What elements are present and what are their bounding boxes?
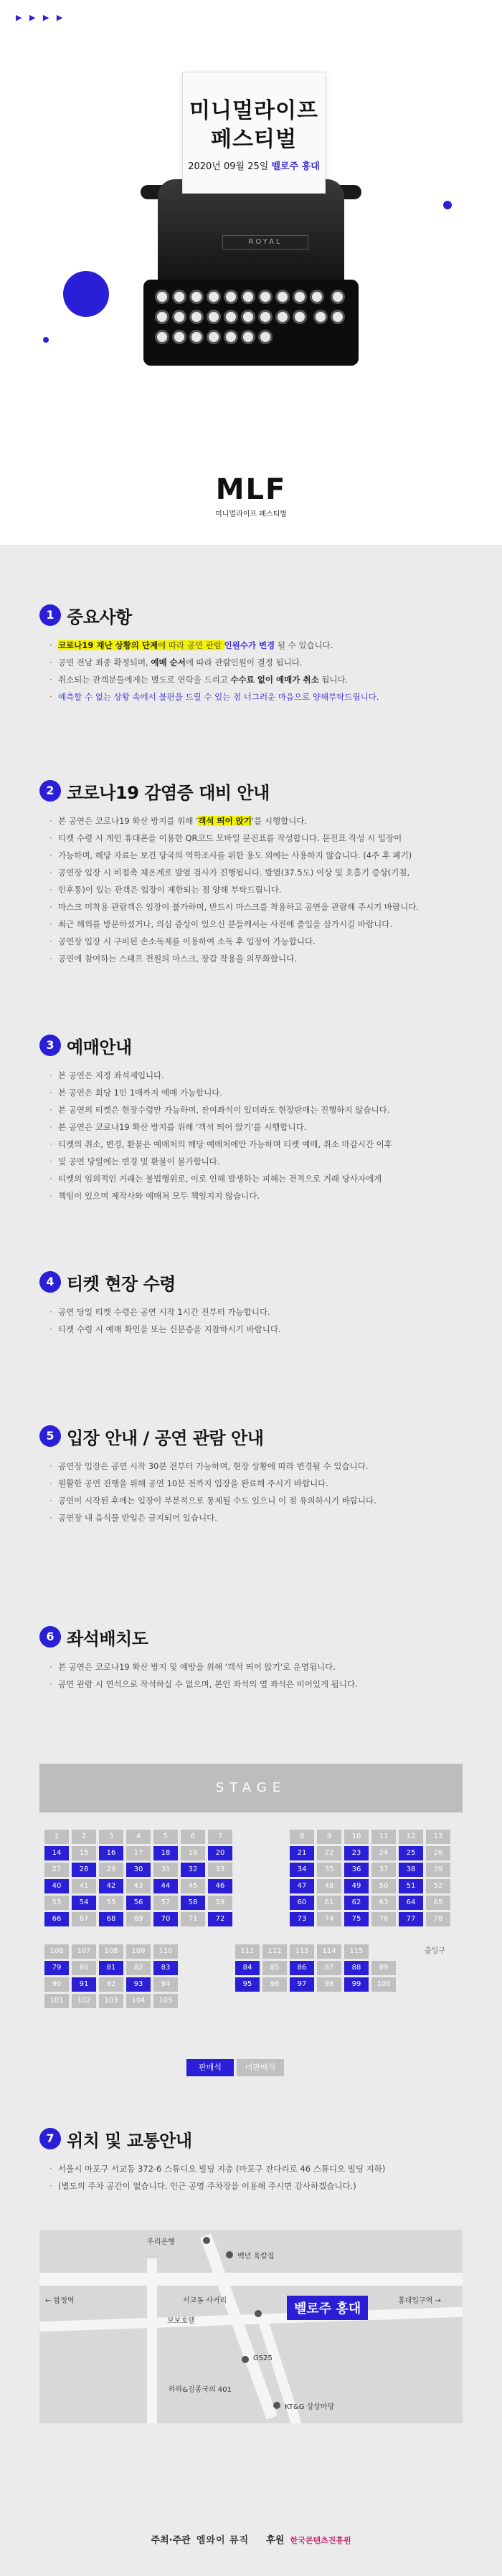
legend-available: 판매석 (186, 2059, 234, 2076)
seat[interactable]: 23 (344, 1846, 369, 1860)
seat[interactable]: 17 (126, 1846, 151, 1860)
seat[interactable]: 4 (126, 1830, 151, 1844)
mlf-logo (0, 473, 502, 518)
logo-mark: MLF (215, 473, 287, 506)
seat-row (44, 1863, 460, 1877)
seat[interactable]: 93 (126, 1977, 151, 1992)
legend-unavailable: 미판매석 (237, 2059, 284, 2076)
exit-label: 출입구 (425, 1947, 445, 1955)
seat[interactable]: 94 (153, 1977, 178, 1992)
seat[interactable]: 34 (290, 1863, 314, 1877)
seat[interactable]: 88 (344, 1961, 369, 1975)
seat-row (44, 1896, 460, 1910)
seat[interactable]: 110 (153, 1944, 178, 1959)
seat[interactable]: 80 (72, 1961, 96, 1975)
seat-row (44, 1879, 460, 1893)
map-pin (273, 2402, 280, 2409)
seat[interactable]: 7 (208, 1830, 232, 1844)
seat[interactable]: 109 (126, 1944, 151, 1959)
seat[interactable]: 115 (344, 1944, 369, 1959)
list-item: · 공연 관람 시 연석으로 작석하실 수 없으며, 본인 좌석의 옆 좌석은 비어있게 됩니다. (49, 1676, 470, 1693)
seat-row (44, 1977, 460, 1992)
event-title-line1: 미니멀라이프 (189, 98, 318, 123)
seat[interactable]: 73 (290, 1912, 314, 1926)
seat[interactable]: 82 (126, 1961, 151, 1975)
seat-legend (186, 2059, 287, 2076)
seat[interactable]: 54 (72, 1896, 96, 1910)
typewriter-brand: ROYAL (222, 235, 308, 249)
venue-marker: 벨로주 홍대 (287, 2296, 368, 2320)
seat[interactable]: 62 (344, 1896, 369, 1910)
title-paper (182, 72, 326, 194)
section-title: 중요사항 (67, 607, 132, 627)
section-number: 1 (39, 604, 61, 626)
seat[interactable]: 57 (153, 1896, 178, 1910)
seat[interactable]: 84 (235, 1961, 260, 1975)
map-label-seogyo: 서교동 사거리 (183, 2297, 227, 2305)
seat[interactable]: 111 (235, 1944, 260, 1959)
seat[interactable]: 114 (317, 1944, 341, 1959)
seat[interactable]: 24 (371, 1846, 396, 1860)
seat[interactable]: 92 (99, 1977, 123, 1992)
list-item: · 본 공연은 지정 좌석제입니다. (49, 1067, 470, 1084)
footer-host: 주최·주관 엠와이 뮤직 (151, 2535, 250, 2546)
seat[interactable]: 16 (99, 1846, 123, 1860)
logo-subtitle: 미니멀라이프 페스티벌 (215, 510, 287, 518)
list-item: · 공연 전날 최종 확정되며, 예매 순서에 따라 관람인원이 결정 됩니다. (49, 654, 470, 671)
section-location (39, 2126, 470, 2195)
seat[interactable]: 46 (208, 1879, 232, 1893)
seat[interactable]: 27 (44, 1863, 69, 1877)
seat-gap (208, 1977, 232, 1992)
seat[interactable]: 6 (181, 1830, 205, 1844)
list-item: · 취소되는 관객분들에게는 별도로 연락을 드리고 수수료 없이 예매가 취소 됩니다. (49, 671, 470, 688)
seat[interactable]: 41 (72, 1879, 96, 1893)
seat[interactable]: 12 (399, 1830, 423, 1844)
typewriter-illustration (143, 179, 359, 366)
seat[interactable]: 72 (208, 1912, 232, 1926)
seat[interactable]: 79 (44, 1961, 69, 1975)
seat[interactable]: 91 (72, 1977, 96, 1992)
section-title: 위치 및 교통안내 (67, 2130, 192, 2151)
map-label-baekryun: 백년 육칼집 (237, 2253, 275, 2261)
seat-gap (235, 1863, 260, 1877)
seat[interactable]: 74 (317, 1912, 341, 1926)
seat-row (44, 1846, 460, 1860)
seat[interactable]: 75 (344, 1912, 369, 1926)
section-booking (39, 1032, 470, 1204)
section-title: 예매안내 (67, 1037, 132, 1058)
seat[interactable]: 38 (399, 1863, 423, 1877)
seat[interactable]: 51 (399, 1879, 423, 1893)
seat[interactable]: 55 (99, 1896, 123, 1910)
seat[interactable]: 2 (72, 1830, 96, 1844)
seat[interactable]: 29 (99, 1863, 123, 1877)
seat[interactable]: 19 (181, 1846, 205, 1860)
map-road (39, 2273, 463, 2286)
map-label-bobo: 보보호텔 (167, 2317, 195, 2325)
section-title: 코로나19 감염증 대비 안내 (67, 782, 270, 803)
seat[interactable]: 113 (290, 1944, 314, 1959)
seat[interactable]: 14 (44, 1846, 69, 1860)
seat-gap (208, 1944, 232, 1959)
list-item: · 최근 해외를 방문하셨거나, 의심 증상이 있으신 분들께서는 사전에 출입을 삼가시길 바랍니다. (49, 916, 470, 933)
seat-gap (262, 1846, 287, 1860)
seat[interactable]: 96 (262, 1977, 287, 1992)
seat-gap (262, 1912, 287, 1926)
seat[interactable]: 108 (99, 1944, 123, 1959)
seat[interactable]: 81 (99, 1961, 123, 1975)
section-important (39, 602, 470, 705)
seat[interactable]: 25 (399, 1846, 423, 1860)
seat[interactable]: 28 (72, 1863, 96, 1877)
seat[interactable]: 69 (126, 1912, 151, 1926)
map-label-hana: 하하&김종국의 401 (169, 2386, 232, 2394)
list-item: · 및 공연 당일에는 변경 및 환불이 불가합니다. (49, 1153, 470, 1170)
section-seatmap (39, 1624, 470, 1693)
seat[interactable]: 87 (317, 1961, 341, 1975)
list-item: · 책임이 있으며 제작사와 예매처 모두 책임지지 않습니다. (49, 1187, 470, 1204)
list-item: · 공연이 시작된 후에는 입장이 부분적으로 통제될 수도 있으니 이 점 유의하시기 바랍니다. (49, 1492, 470, 1509)
map-pin (203, 2237, 210, 2244)
seat-gap (262, 1830, 287, 1844)
seat-row (44, 1961, 460, 1975)
seat[interactable]: 103 (99, 1994, 123, 2008)
seat[interactable]: 43 (126, 1879, 151, 1893)
seat[interactable]: 112 (262, 1944, 287, 1959)
list-item: · 티켓의 취소, 변경, 환불은 예매처의 해당 예매처에만 가능하며 티켓 예매, 취소 마감시간 이후 (49, 1136, 470, 1153)
list-item: · 공연에 참여하는 스태프 전원의 마스크, 장갑 착용을 의무화합니다. (49, 950, 470, 967)
seat-gap (208, 1961, 232, 1975)
seat[interactable]: 21 (290, 1846, 314, 1860)
list-item: · 티켓 수령 시 개인 휴대폰을 이용한 QR코드 모바일 문진표를 작성합니다. 문진표 작성 시 입장이 (49, 830, 470, 847)
seat[interactable]: 58 (181, 1896, 205, 1910)
map-label-hapjeong: ← 합정역 (45, 2297, 75, 2305)
seat[interactable]: 10 (344, 1830, 369, 1844)
map-road (39, 2307, 463, 2332)
list-item: · 공연장 내 음식물 반입은 금지되어 있습니다. (49, 1509, 470, 1526)
seat-gap (235, 1912, 260, 1926)
event-date: 2020년 09월 25일 (188, 161, 269, 172)
seat[interactable]: 71 (181, 1912, 205, 1926)
seat[interactable]: 60 (290, 1896, 314, 1910)
map-label-hongik: 홍대입구역 → (398, 2297, 441, 2305)
event-venue: 벨로주 홍대 (271, 161, 320, 172)
seat-gap (262, 1896, 287, 1910)
seat-row (44, 1944, 460, 1959)
seat[interactable]: 67 (72, 1912, 96, 1926)
seat[interactable]: 64 (399, 1896, 423, 1910)
section-number: 2 (39, 780, 61, 802)
seat[interactable]: 30 (126, 1863, 151, 1877)
blue-circle-decoration (63, 271, 109, 317)
seat-row (44, 1994, 460, 2008)
sponsor-logo: 한국콘텐츠진흥원 (290, 2536, 351, 2545)
seat[interactable]: 97 (290, 1977, 314, 1992)
seat-row (44, 1830, 460, 1844)
seat[interactable]: 45 (181, 1879, 205, 1893)
seat-gap (235, 1846, 260, 1860)
event-title-line2: 페스티벌 (211, 127, 297, 152)
list-item: · 예측할 수 없는 상황 속에서 불편을 드릴 수 있는 점 너그러운 마음으로 양해부탁드립니다. (49, 688, 470, 705)
seat[interactable]: 86 (290, 1961, 314, 1975)
section-title: 좌석배치도 (67, 1628, 148, 1649)
list-item: · 공연장 입장 시 구비된 손소독제를 이용하여 소독 후 입장이 가능합니다. (49, 933, 470, 950)
seat[interactable]: 53 (44, 1896, 69, 1910)
seat[interactable]: 8 (290, 1830, 314, 1844)
list-item: · 코로나19 재난 상황의 단계에 따라 공연 관람 인원수가 변경 될 수 있습니다. (49, 637, 470, 654)
list-item: · 본 공연은 코로나19 확산 방지를 위해 '객석 띄어 앉기'를 시행합니다. (49, 812, 470, 830)
seat[interactable]: 99 (344, 1977, 369, 1992)
seat[interactable]: 37 (371, 1863, 396, 1877)
seat[interactable]: 66 (44, 1912, 69, 1926)
location-map (39, 2230, 463, 2423)
blue-dot-decoration (43, 337, 49, 343)
seat-grid (44, 1830, 460, 2010)
list-item: · 본 공연은 코로나19 확산 방지 및 예방을 위해 '객석 띄어 앉기'로 운영됩니다. (49, 1658, 470, 1676)
typewriter-keyboard (143, 280, 359, 366)
list-item: · 공연장 입장은 공연 시작 30분 전부터 가능하며, 현장 상황에 따라 변경될 수 있습니다. (49, 1458, 470, 1475)
seat[interactable]: 50 (371, 1879, 396, 1893)
seat[interactable]: 32 (181, 1863, 205, 1877)
list-item: · 마스크 미착용 관람객은 입장이 불가하며, 반드시 마스크를 착용하고 공연을 관람해 주시기 바랍니다. (49, 898, 470, 916)
seat[interactable]: 90 (44, 1977, 69, 1992)
seat[interactable]: 95 (235, 1977, 260, 1992)
seat[interactable]: 63 (371, 1896, 396, 1910)
seat[interactable]: 20 (208, 1846, 232, 1860)
seat-gap (181, 1944, 205, 1959)
seat[interactable]: 35 (317, 1863, 341, 1877)
blue-dot-decoration (443, 201, 452, 209)
map-label-kt: KT&G 상상마당 (285, 2403, 335, 2411)
seat-gap (235, 1830, 260, 1844)
seat[interactable]: 1 (44, 1830, 69, 1844)
play-arrows-icon: ▶ ▶ ▶ ▶ (16, 13, 63, 22)
seat[interactable]: 9 (317, 1830, 341, 1844)
seat[interactable]: 11 (371, 1830, 396, 1844)
seat-gap (235, 1879, 260, 1893)
seat[interactable]: 52 (426, 1879, 450, 1893)
map-label-gs: GS25 (253, 2354, 273, 2362)
list-item: · 티켓 수령 시 예매 확인을 또는 신분증을 지참하시기 바랍니다. (49, 1321, 470, 1338)
seat[interactable]: 77 (399, 1912, 423, 1926)
seat[interactable]: 65 (426, 1896, 450, 1910)
list-item: · 원활한 공연 진행을 위해 공연 10분 전까지 입장을 완료해 주시기 바랍니다. (49, 1475, 470, 1492)
seat[interactable]: 78 (426, 1912, 450, 1926)
seat-gap (262, 1863, 287, 1877)
seat-gap (181, 1961, 205, 1975)
map-pin (242, 2356, 249, 2363)
seat[interactable]: 36 (344, 1863, 369, 1877)
seat[interactable]: 31 (153, 1863, 178, 1877)
seat[interactable]: 101 (44, 1994, 69, 2008)
seat[interactable]: 56 (126, 1896, 151, 1910)
section-title: 입장 안내 / 공연 관람 안내 (67, 1427, 264, 1448)
section-number: 5 (39, 1425, 61, 1447)
footer (0, 2502, 502, 2576)
list-item: · 서울시 마포구 서교동 372-6 스튜디오 빌딩 지층 (마포구 잔다리로 46 스튜디오 빌딩 지하) (49, 2160, 470, 2177)
seat[interactable]: 44 (153, 1879, 178, 1893)
seat[interactable]: 13 (426, 1830, 450, 1844)
host-logo: 엠와이 뮤직 (196, 2535, 250, 2546)
section-ticket-pickup (39, 1269, 470, 1338)
seat[interactable]: 61 (317, 1896, 341, 1910)
seat-gap (181, 1977, 205, 1992)
seat[interactable]: 3 (99, 1830, 123, 1844)
seat[interactable]: 105 (153, 1994, 178, 2008)
seat[interactable]: 83 (153, 1961, 178, 1975)
map-pin (255, 2310, 262, 2317)
list-item: · 인후통)이 있는 관객은 입장이 제한되는 점 양해 부탁드립니다. (49, 881, 470, 898)
map-pin (226, 2251, 233, 2258)
seat[interactable]: 49 (344, 1879, 369, 1893)
seat-gap (235, 1896, 260, 1910)
seat[interactable]: 70 (153, 1912, 178, 1926)
seat-row (44, 1912, 460, 1926)
hero-banner (0, 0, 502, 545)
section-covid (39, 778, 470, 967)
section-entrance (39, 1423, 470, 1526)
seat[interactable]: 89 (371, 1961, 396, 1975)
seat[interactable]: 102 (72, 1994, 96, 2008)
section-number: 3 (39, 1035, 61, 1056)
seat[interactable]: 42 (99, 1879, 123, 1893)
seat[interactable]: 98 (317, 1977, 341, 1992)
seat[interactable]: 47 (290, 1879, 314, 1893)
seat[interactable]: 100 (371, 1977, 396, 1992)
seat[interactable]: 40 (44, 1879, 69, 1893)
list-item: · 공연장 입장 시 비접촉 체온계로 발열 검사가 진행됩니다. 발열(37.5도) 이상 및 호흡기 증상(기침, (49, 864, 470, 881)
seat[interactable]: 104 (126, 1994, 151, 2008)
section-title: 티켓 현장 수령 (67, 1273, 176, 1294)
list-item: · (별도의 주차 공간이 없습니다. 인근 공영 주차장을 이용해 주시면 감사하겠습니다.) (49, 2177, 470, 2195)
list-item: · 본 공연은 회당 1인 1매까지 예매 가능합니다. (49, 1084, 470, 1101)
section-number: 7 (39, 2128, 61, 2149)
seat[interactable]: 15 (72, 1846, 96, 1860)
section-number: 4 (39, 1271, 61, 1293)
seat[interactable]: 26 (426, 1846, 450, 1860)
seat[interactable]: 39 (426, 1863, 450, 1877)
seat[interactable]: 107 (72, 1944, 96, 1959)
event-date-line (183, 158, 325, 172)
seat[interactable]: 68 (99, 1912, 123, 1926)
seat[interactable]: 85 (262, 1961, 287, 1975)
footer-sponsor: 후원 한국콘텐츠진흥원 (266, 2535, 351, 2546)
map-label-woori: 우리은행 (147, 2238, 175, 2246)
seat[interactable]: 48 (317, 1879, 341, 1893)
seat[interactable]: 59 (208, 1896, 232, 1910)
seat-gap (262, 1879, 287, 1893)
seat[interactable]: 76 (371, 1912, 396, 1926)
seat[interactable]: 18 (153, 1846, 178, 1860)
typewriter-body (158, 179, 344, 287)
list-item: · 본 공연은 코로나19 확산 방지를 위해 '객석 띄어 앉기'를 시행합니다. (49, 1118, 470, 1136)
seat[interactable]: 33 (208, 1863, 232, 1877)
list-item: · 가능하며, 해당 자료는 보건 당국의 역학조사를 위한 용도 외에는 사용하지 않습니다. (4주 후 폐기) (49, 847, 470, 864)
section-number: 6 (39, 1626, 61, 1648)
seat[interactable]: 5 (153, 1830, 178, 1844)
seat[interactable]: 106 (44, 1944, 69, 1959)
stage: STAGE (39, 1764, 463, 1812)
seat[interactable]: 22 (317, 1846, 341, 1860)
list-item: · 본 공연의 티켓은 현장수령만 가능하며, 잔여좌석이 있더라도 현장판매는 진행하지 않습니다. (49, 1101, 470, 1118)
map-road (147, 2258, 157, 2423)
list-item: · 티켓의 임의적인 거래는 불법행위로, 이로 인해 발생하는 피해는 전적으로 거래 당사자에게 (49, 1170, 470, 1187)
list-item: · 공연 당일 티켓 수령은 공연 시작 1시간 전부터 가능합니다. (49, 1303, 470, 1321)
